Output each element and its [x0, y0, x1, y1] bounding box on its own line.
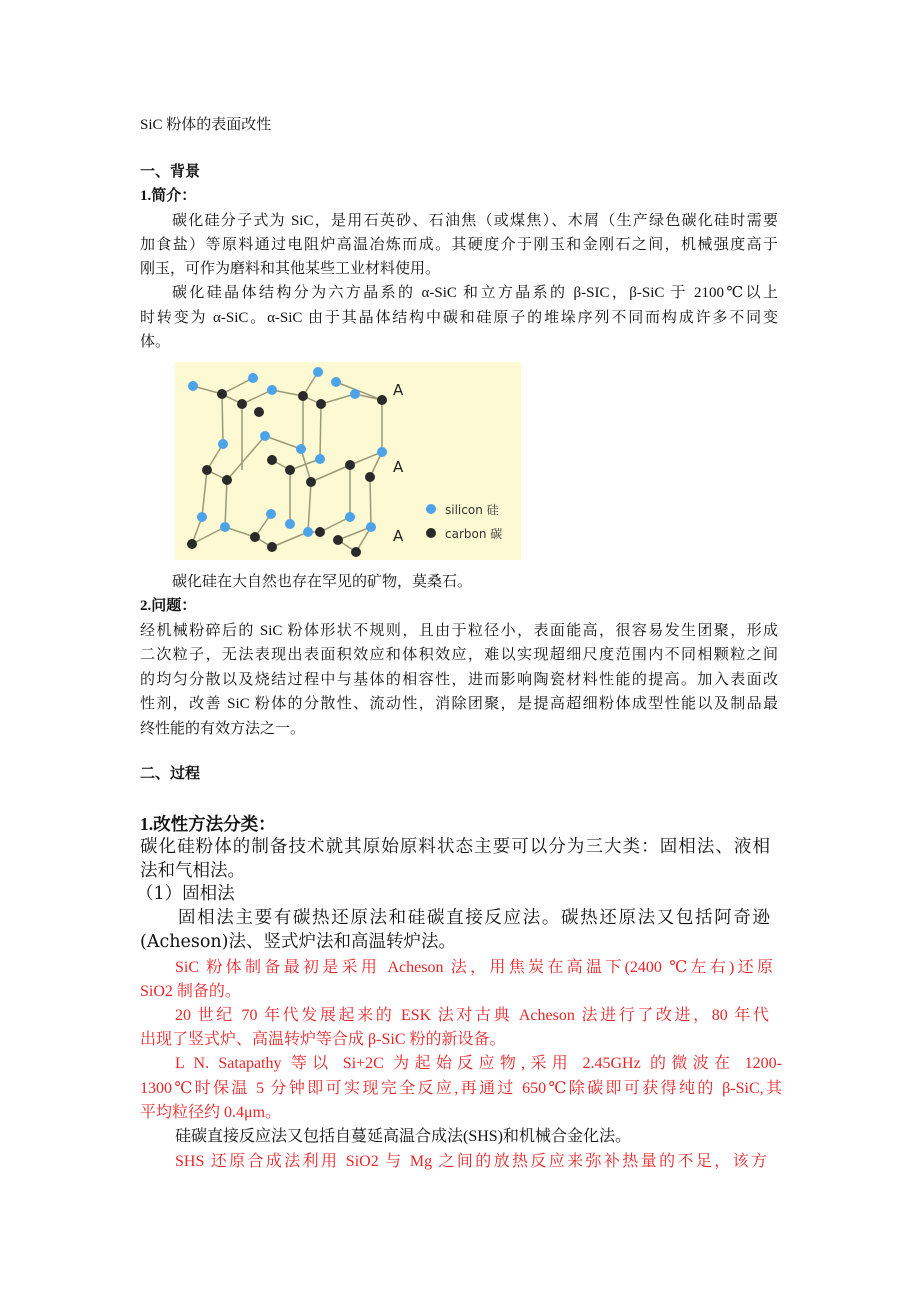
paragraph-line-red: SiO2 制备的。 [140, 983, 241, 1000]
silicon-legend-icon [426, 504, 436, 514]
paragraph-line: (Acheson)法、竖式炉法和高温转炉法。 [140, 932, 457, 952]
paragraph-line: 硅碳直接反应法又包括自蔓延高温合成法(SHS)和机械合金化法。 [175, 1128, 632, 1145]
paragraph-line: 碳化硅粉体的制备技术就其原始原料状态主要可以分为三大类：固相法、液相 [140, 837, 770, 857]
subheading-intro: 1.简介： [140, 188, 197, 204]
silicon-atom [303, 527, 313, 537]
paragraph-line: 二次粒子，无法表现出表面积效应和体积效应，难以实现超细尺度范围内不同相颗粒之间 [140, 647, 778, 663]
bond-line [320, 404, 321, 459]
silicon-atom [315, 454, 325, 464]
silicon-atom [285, 519, 295, 529]
sic-crystal-structure-figure [175, 362, 521, 560]
silicon-atom [197, 512, 207, 522]
silicon-atom [313, 367, 323, 377]
paragraph-line: 刚玉，可作为磨料和其他某些工业材料使用。 [140, 261, 441, 277]
bond-line [222, 394, 223, 444]
carbon-atom [351, 547, 361, 557]
paragraph-line: 时转变为 α-SiC。α-SiC 由于其晶体结构中碳和硅原子的堆垛序列不同而构成许多不同变 [140, 310, 778, 326]
paragraph-line-red: 平均粒径约 0.4μm。 [140, 1104, 282, 1121]
carbon-atom [315, 527, 325, 537]
silicon-atom [350, 389, 360, 399]
layer-label: A [393, 527, 404, 545]
carbon-atom [333, 535, 343, 545]
carbon-legend-icon [426, 528, 436, 538]
paragraph-line: 法和气相法。 [140, 861, 245, 881]
carbon-atom [316, 399, 326, 409]
paragraph-line-red: L N. Satapathy 等以 Si+2C 为起始反应物,采用 2.45GHz 的微波在 1200- [175, 1055, 782, 1072]
paragraph-line: 经机械粉碎后的 SiC 粉体形状不规则，且由于粒径小，表面能高，很容易发生团聚，形成 [140, 623, 778, 639]
silicon-atom [345, 512, 355, 522]
subheading-method-classification: 1.改性方法分类： [140, 814, 276, 834]
paragraph-line: 固相法主要有碳热还原法和硅碳直接反应法。碳热还原法又包括阿奇逊 [178, 908, 770, 928]
silicon-atom [248, 373, 258, 383]
carbon-atom [285, 465, 295, 475]
paragraph-line: 性剂，改善 SiC 粉体的分散性、流动性，消除团聚，是提高超细粉体成型性能以及制品最 [140, 696, 778, 712]
carbon-atom [377, 395, 387, 405]
paragraph-line: 终性能的有效方法之一。 [140, 721, 306, 737]
layer-label: A [393, 458, 404, 476]
silicon-atom [188, 381, 198, 391]
carbon-atom [306, 477, 316, 487]
paragraph-line-red: 1300℃时保温 5 分钟即可实现完全反应,再通过 650℃除碳即可获得纯的 β-SiC,其 [140, 1080, 782, 1097]
silicon-atom [218, 439, 228, 449]
figure-caption: 碳化硅在大自然也存在罕见的矿物，莫桑石。 [172, 574, 473, 590]
legend-silicon: silicon 硅 [445, 503, 499, 517]
carbon-atom [365, 472, 375, 482]
paragraph-line-red: SHS 还原合成法利用 SiO2 与 Mg 之间的放热反应来弥补热量的不足，该方 [175, 1153, 767, 1170]
silicon-atom [377, 447, 387, 457]
layer-label: A [393, 381, 404, 399]
carbon-atom [298, 391, 308, 401]
paragraph-line: 碳化硅晶体结构分为六方晶系的 α-SiC 和立方晶系的 β-SIC，β-SiC 于 2100℃以上 [172, 285, 778, 301]
silicon-atom [266, 509, 276, 519]
carbon-atom [267, 455, 277, 465]
silicon-atom [220, 522, 230, 532]
silicon-atom [366, 522, 376, 532]
carbon-atom [187, 539, 197, 549]
carbon-atom [202, 465, 212, 475]
subheading-problem: 2.问题： [140, 598, 197, 614]
carbon-atom [222, 475, 232, 485]
section-heading-background: 一、背景 [140, 164, 201, 180]
silicon-atom [267, 385, 277, 395]
carbon-atom [254, 407, 264, 417]
paragraph-line-red: 20 世纪 70 年代发展起来的 ESK 法对古典 Acheson 法进行了改进，80 年代 [175, 1007, 769, 1024]
paragraph-line: 的均匀分散以及烧结过程中与基体的相容性，进而影响陶瓷材料性能的提高。加入表面改 [140, 672, 778, 688]
carbon-atom [345, 460, 355, 470]
paragraph-line-red: SiC 粉体制备最初是采用 Acheson 法，用焦炭在高温下(2400 ℃左右)还原 [175, 959, 773, 976]
paragraph-line: 体。 [140, 334, 171, 350]
carbon-atom [267, 542, 277, 552]
silicon-atom [260, 431, 270, 441]
carbon-atom [217, 389, 227, 399]
bond-line [370, 477, 371, 527]
paragraph-line: 加食盐）等原料通过电阻炉高温冶炼而成。其硬度介于刚玉和金刚石之间，机械强度高于 [140, 237, 778, 253]
silicon-atom [331, 377, 341, 387]
doc-title: SiC 粉体的表面改性 [140, 117, 272, 133]
silicon-atom [296, 444, 306, 454]
carbon-atom [237, 399, 247, 409]
legend-carbon: carbon 碳 [445, 527, 503, 541]
paragraph-line-red: 出现了竖式炉、高温转炉等合成 β-SiC 粉的新设备。 [140, 1031, 506, 1048]
list-item-solid-phase: （1）固相法 [136, 884, 235, 904]
paragraph-line: 碳化硅分子式为 SiC，是用石英砂、石油焦（或煤焦）、木屑（生产绿色碳化硅时需要 [172, 213, 778, 229]
carbon-atom [250, 532, 260, 542]
section-heading-process: 二、过程 [140, 766, 201, 782]
